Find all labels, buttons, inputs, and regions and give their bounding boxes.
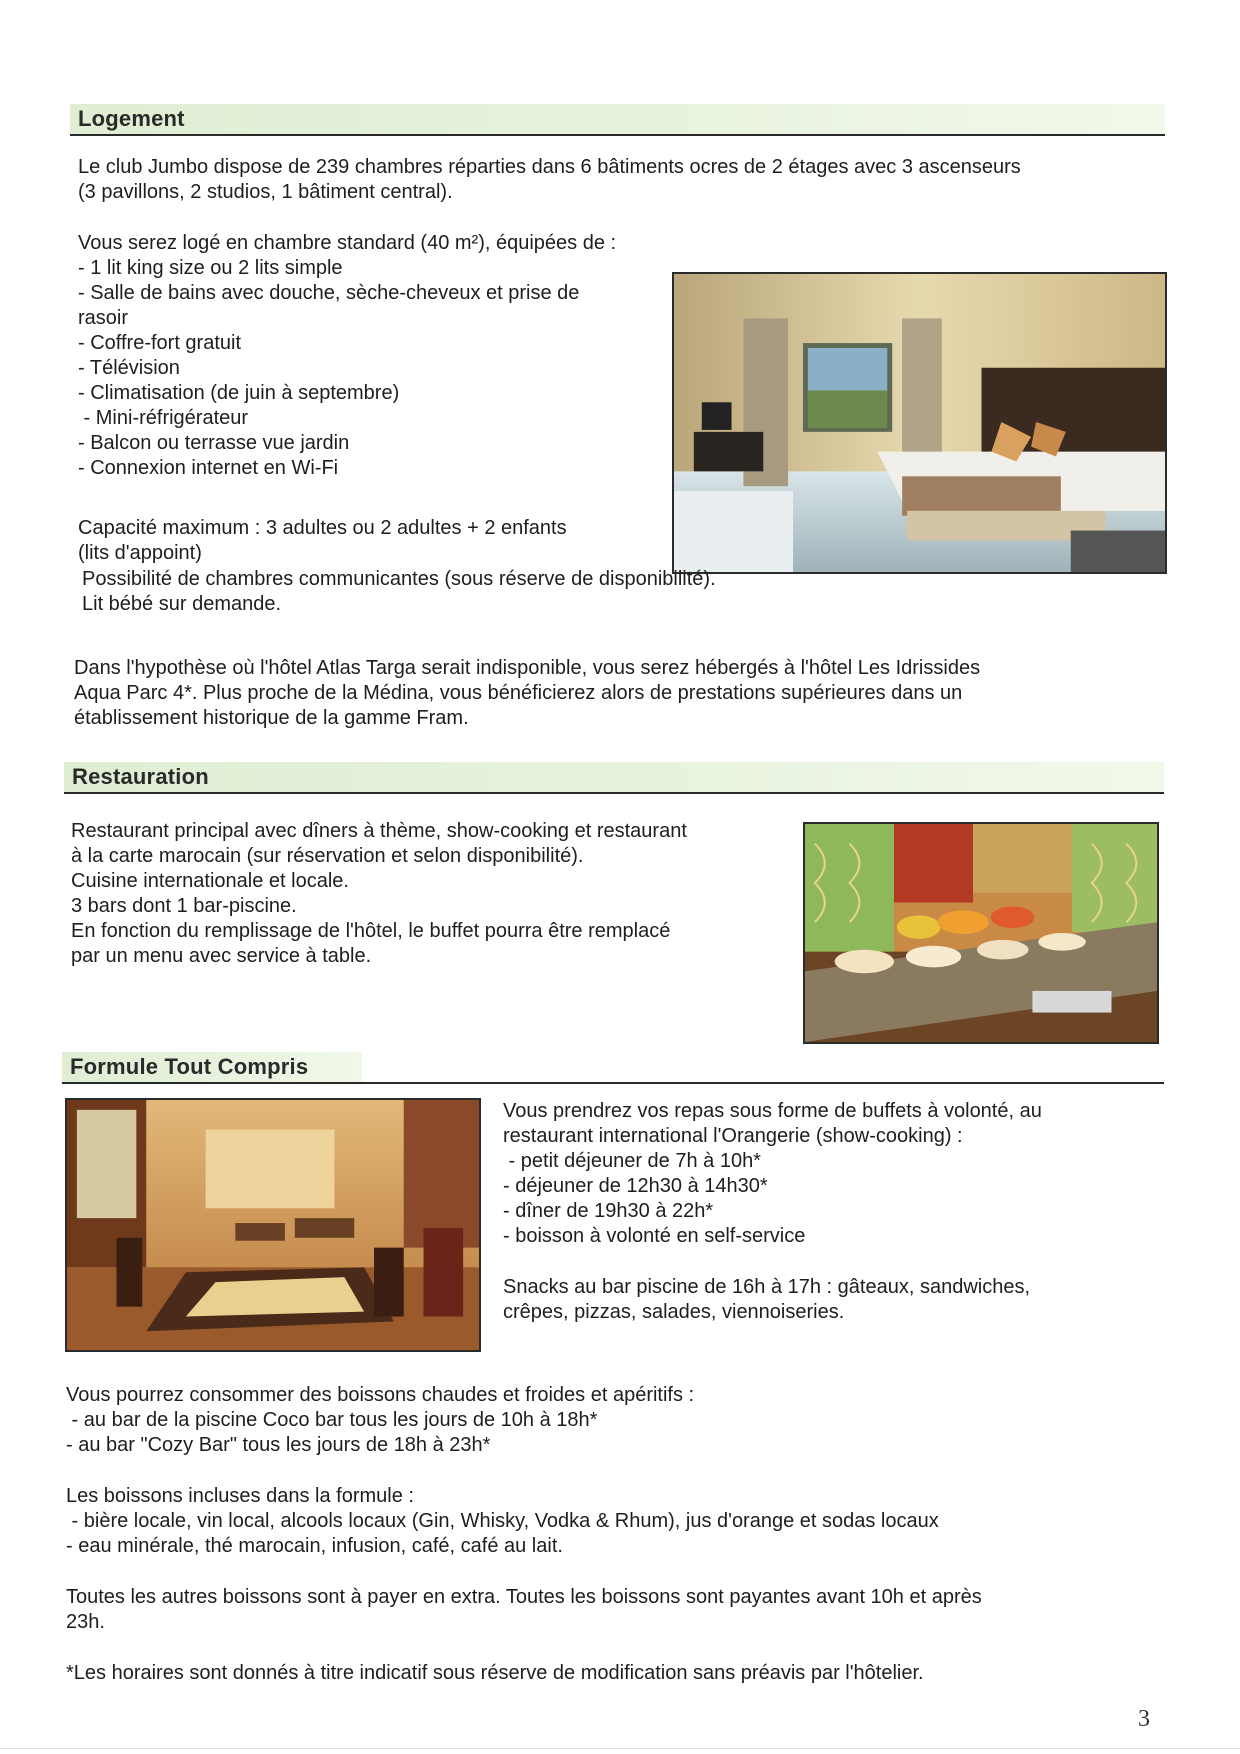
dining-room-photo: [65, 1098, 481, 1352]
list-item: - déjeuner de 12h30 à 14h30*: [503, 1175, 768, 1197]
list-item: - Salle de bains avec douche, sèche-cheveux et prise de: [78, 282, 580, 304]
list-item: - bière locale, vin local, alcools locaux (Gin, Whisky, Vodka & Rhum), jus d'orange et sodas locaux: [66, 1510, 939, 1532]
section-title-formule: Formule Tout Compris: [70, 1054, 309, 1079]
capacity-text: Capacité maximum : 3 adultes ou 2 adultes + 2 enfants (lits d'appoint): [78, 517, 567, 564]
list-item: - au bar de la piscine Coco bar tous les jours de 10h à 18h*: [66, 1409, 598, 1431]
list-item: rasoir: [78, 307, 129, 329]
section-title-logement: Logement: [78, 106, 185, 131]
formule-drinks-text: Vous pourrez consommer des boissons chaudes et froides et apéritifs : - au bar de la piscine Coco bar tous les jours de 10h à 18h* - au bar "Cozy Bar" tous les jours de 18h à 23h* Les boissons incluses dans la formule : - bière locale, vin local, alcools locaux (Gin, Whisky, Vodka & Rhum), jus d'orange et sodas locaux - eau minérale, thé marocain, infusion, café, café au lait. Toutes les autres boissons sont à payer en extra. Toutes les boissons sont payantes avant 10h et après 23h. *Les horaires sont donnés à titre indicatif sous réserve de modification sans préavis par l'hôtelier.: [66, 1383, 1176, 1686]
logement-intro: Le club Jumbo dispose de 239 chambres réparties dans 6 bâtiments ocres de 2 étages avec 3 ascenseurs (3 pavillons, 2 studios, 1 bâtiment central).: [78, 156, 1021, 203]
bottom-divider: [0, 1748, 1240, 1749]
section-header-logement: [70, 104, 1165, 134]
list-item: - Télévision: [78, 357, 180, 379]
list-item: - Balcon ou terrasse vue jardin: [78, 432, 350, 454]
connecting-rooms-text: Possibilité de chambres communicantes (sous réserve de disponibilité). Lit bébé sur demande.: [82, 568, 716, 615]
page-number: 3: [1138, 1706, 1150, 1732]
buffet-photo: [803, 822, 1159, 1044]
list-item: - boisson à volonté en self-service: [503, 1225, 806, 1247]
section-title-restauration: Restauration: [72, 764, 209, 789]
list-item: - Connexion internet en Wi-Fi: [78, 457, 339, 479]
amenities-list: Vous serez logé en chambre standard (40 m²), équipées de : - 1 lit king size ou 2 lits simple - Salle de bains avec douche, sèche-cheveux et prise de rasoir - Coffre-fort gratuit - Télévision - Climatisation (de juin à septembre) - Mini-réfrigérateur - Balcon ou terrasse vue jardin - Connexion internet en Wi-Fi: [78, 231, 668, 481]
section-header-restauration: [64, 762, 1164, 792]
list-item: - au bar "Cozy Bar" tous les jours de 18h à 23h*: [66, 1434, 491, 1456]
formule-meals-text: Vous prendrez vos repas sous forme de buffets à volonté, au restaurant international l'Orangerie (show-cooking) : - petit déjeuner de 7h à 10h* - déjeuner de 12h30 à 14h30* - dîner de 19h30 à 22h* - boisson à volonté en self-service Snacks au bar piscine de 16h à 17h : gâteaux, sandwiches, crêpes, pizzas, salades, viennoiseries.: [503, 1099, 1168, 1325]
list-item: - eau minérale, thé marocain, infusion, café, café au lait.: [66, 1535, 563, 1557]
list-item: - Climatisation (de juin à septembre): [78, 382, 400, 404]
restauration-text: Restaurant principal avec dîners à thème, show-cooking et restaurant à la carte marocain (sur réservation et selon disponibilité). Cuisine internationale et locale. 3 bars dont 1 bar-piscine. En fonction du remplissage de l'hôtel, le buffet pourra être remplacé par un menu avec service à table.: [71, 820, 687, 967]
list-item: - dîner de 19h30 à 22h*: [503, 1200, 714, 1222]
footnote: *Les horaires sont donnés à titre indicatif sous réserve de modification sans préavis par l'hôtelier.: [66, 1662, 924, 1684]
list-item: - Mini-réfrigérateur: [78, 407, 249, 429]
bedroom-photo: [672, 272, 1167, 574]
alternative-hotel-text: Dans l'hypothèse où l'hôtel Atlas Targa serait indisponible, vous serez hébergés à l'hôtel Les Idrissides Aqua Parc 4*. Plus proche de la Médina, vous bénéficierez alors de prestations supérieures dans un établissement historique de la gamme Fram.: [74, 657, 981, 729]
section-header-formule: [62, 1052, 1164, 1082]
list-item: - petit déjeuner de 7h à 10h*: [503, 1150, 761, 1172]
list-item: - 1 lit king size ou 2 lits simple: [78, 257, 343, 279]
list-item: - Coffre-fort gratuit: [78, 332, 242, 354]
